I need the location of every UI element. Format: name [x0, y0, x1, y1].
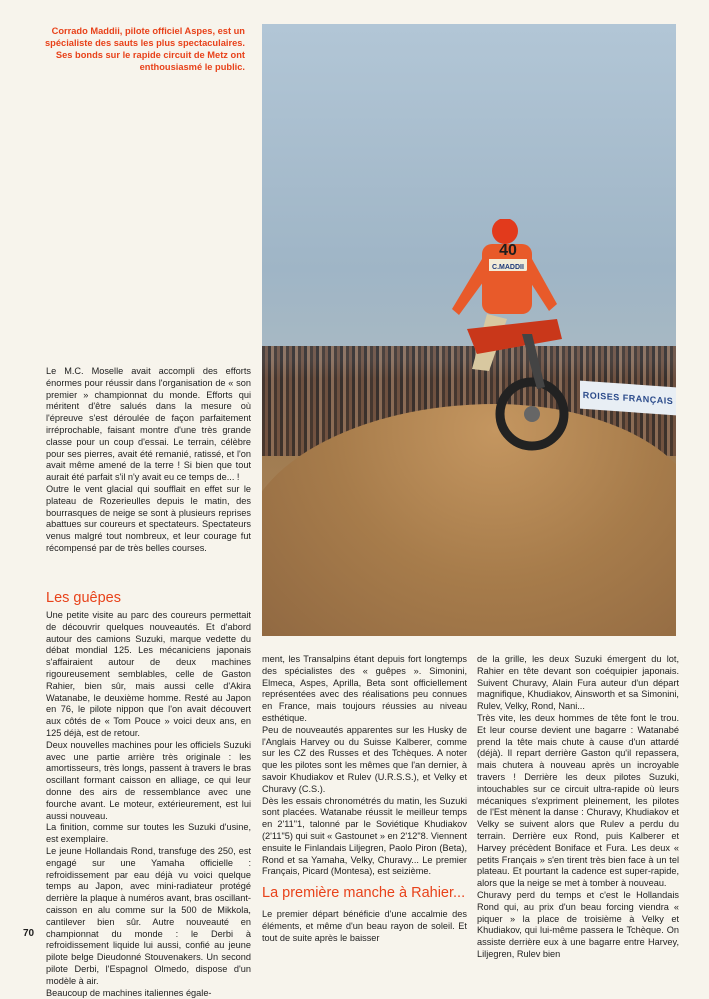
paragraph: Une petite visite au parc des coureurs permettait de découvrir quelques nouveautés. Et d'abord autour des camions Suzuki, marque vedette du débat mondial 125. Les mécaniciens japonais s'affairaient autour de deux machines rigoureusement semblables, celle de Gaston Rahier, bien sûr, mais aussi celle d'Akira Watanabe, le deuxième homme. Resté au Japon en 76, le pilote nippon que l'on avait découvert aux côtés de « Tom Pouce » voici deux ans, en 125 déjà, est de retour.: [46, 610, 251, 740]
intro-column: [46, 366, 251, 555]
section-heading: Les guêpes: [46, 590, 251, 606]
paragraph: Très vite, les deux hommes de tête font le trou. Et leur course devient une bagarre : Watanabé prend la tête mais chute à cause d'un attardé (déjà). Il repart derrière Gaston qu'il repassera, mais chutera à nouveau après un incroyable travers ! Derrière les deux pilotes Suzuki, intouchables sur ce circuit ultra-rapide où leurs mécaniques s'expriment pleinement, les pilotes de l'Est mènent la danse : Churavy, Khudiakov et Velky se suivent alors que Rulev a perdu du terrain. Derrière eux Rond, puis Kalberer et Harvey précèdent Boniface et Fura. Les deux « petits Français » s'en tirent très bien face à un tel plateau. Et pourtant la cadence est super-rapide, alors que la neige se met à tomber à nouveau.: [477, 713, 679, 890]
article-column-1: [46, 584, 251, 999]
article-column-2: [262, 654, 467, 878]
trackside-banner: ROISES FRANÇAIS: [580, 381, 676, 416]
paragraph: ment, les Transalpins étant depuis fort longtemps des spécialistes des « guêpes ». Simonini, Elmeca, Aspes, Aprilla, Beta sont officiellement représentées avec des réalisations peu connues en France, mais toujours réussies au niveau esthétique.: [262, 654, 467, 725]
page-number: 70: [23, 928, 34, 939]
paragraph: Le M.C. Moselle avait accompli des efforts énormes pour réussir dans l'organisation de « son premier » championnat du monde. Efforts qui méritent d'être salués dans la mesure où l'épreuve s'est déroulée de façon parfaitement irréprochable, faisant montre d'une très grande classe pour un coup d'essai. Le terrain, célèbre pour ses pierres, avait été remanié, ratissé, et l'on avait même amené de la terre ! Si bien que tout aurait été parfait s'il n'y avait eu ce temps de... !: [46, 366, 251, 484]
paragraph: Deux nouvelles machines pour les officiels Suzuki avec une partie arrière très originale : les amortisseurs, très longs, passent à travers le bras oscillant formant caisson en alliage, ce qui leur donne des airs de ressemblance avec une fourche avant. Le moteur, extérieurement, est lui aussi nouveau.: [46, 740, 251, 823]
paragraph: Peu de nouveautés apparentes sur les Husky de l'Anglais Harvey ou du Suisse Kalberer, comme sur les CZ des Russes et des Tchèques. A noter que les pilotes sont les mêmes que l'an dernier, à savoir Khudiakov et Rulev (U.R.S.S.), et Velky et Churavy (C.S.).: [262, 725, 467, 796]
paragraph: Outre le vent glacial qui soufflait en effet sur le plateau de Rozerieulles depuis le matin, des bourrasques de neige se sont à plusieurs reprises abattues sur coureurs et spectateurs. Spectateurs venus malgré tout nombreux, et leur courage fut récompensé par de très belles courses.: [46, 484, 251, 555]
paragraph: Beaucoup de machines italiennes égale-: [46, 988, 251, 999]
jersey-name: C.MADDII: [492, 264, 524, 271]
article-column-2-tail: [262, 909, 467, 944]
paragraph: La finition, comme sur toutes les Suzuki d'usine, est exemplaire.: [46, 822, 251, 846]
section-heading: La première manche à Rahier...: [262, 885, 467, 901]
paragraph: Le premier départ bénéficie d'une accalmie des éléments, et même d'un beau rayon de soleil. Et tout de suite après le baisser: [262, 909, 467, 944]
bib-number: 40: [499, 242, 517, 259]
paragraph: de la grille, les deux Suzuki émergent du lot, Rahier en tête devant son coéquipier japonais. Suivent Churavy, Alain Fura auteur d'un départ magnifique, Khudiakov, Ainsworth et sa Simonini, Rulev, Velky, Rond, Nani...: [477, 654, 679, 713]
rider-on-motorcycle: [427, 219, 577, 479]
paragraph: Dès les essais chronométrés du matin, les Suzuki sont placées. Watanabe réussit le meilleur temps en 2'11"1, talonné par le Soviétique Khudiakov (2'11"5) qui suit « Gastounet » en 2'12"8. Viennent ensuite le Finlandais Liljegren, Paolo Piron (Beta), Rond et sa Yamaha, Velky, Churavy... Le premier Français, Picard (Montesa), est seizième.: [262, 796, 467, 879]
article-column-3: [477, 654, 679, 961]
photo-caption: Corrado Maddii, pilote officiel Aspes, est un spécialiste des sauts les plus spectaculaires. Ses bonds sur le rapide circuit de Metz ont enthousiasmé le public.: [40, 25, 245, 73]
paragraph: Churavy perd du temps et c'est le Hollandais Rond qui, au prix d'un beau forcing viendra « piquer » la place de troisième à Velky et Khudiakov, qui lui-même passera le Tchèque. On assiste derrière eux à une bagarre entre Harvey, Liljegren, Rulev bien: [477, 890, 679, 961]
paragraph: Le jeune Hollandais Rond, transfuge des 250, est engagé sur une Yamaha officielle : refroidissement par eau déjà vu voici quelque temps au Japon, avec mini-radiateur protégé derrière la plaque à numéros avant, bras oscillant-caisson en alu comme sur la 500 de Mikkola, cantilever bien sûr. Autre nouveauté en championnat du monde : le Derbi à refroidissement liquide lui aussi, confié au jeune pilote belge Dieudonné Stouvenakers. Un second pilote Derbi, l'Espagnol Olmedo, dispose d'un modèle à air.: [46, 846, 251, 988]
motocross-photo: [262, 24, 676, 636]
